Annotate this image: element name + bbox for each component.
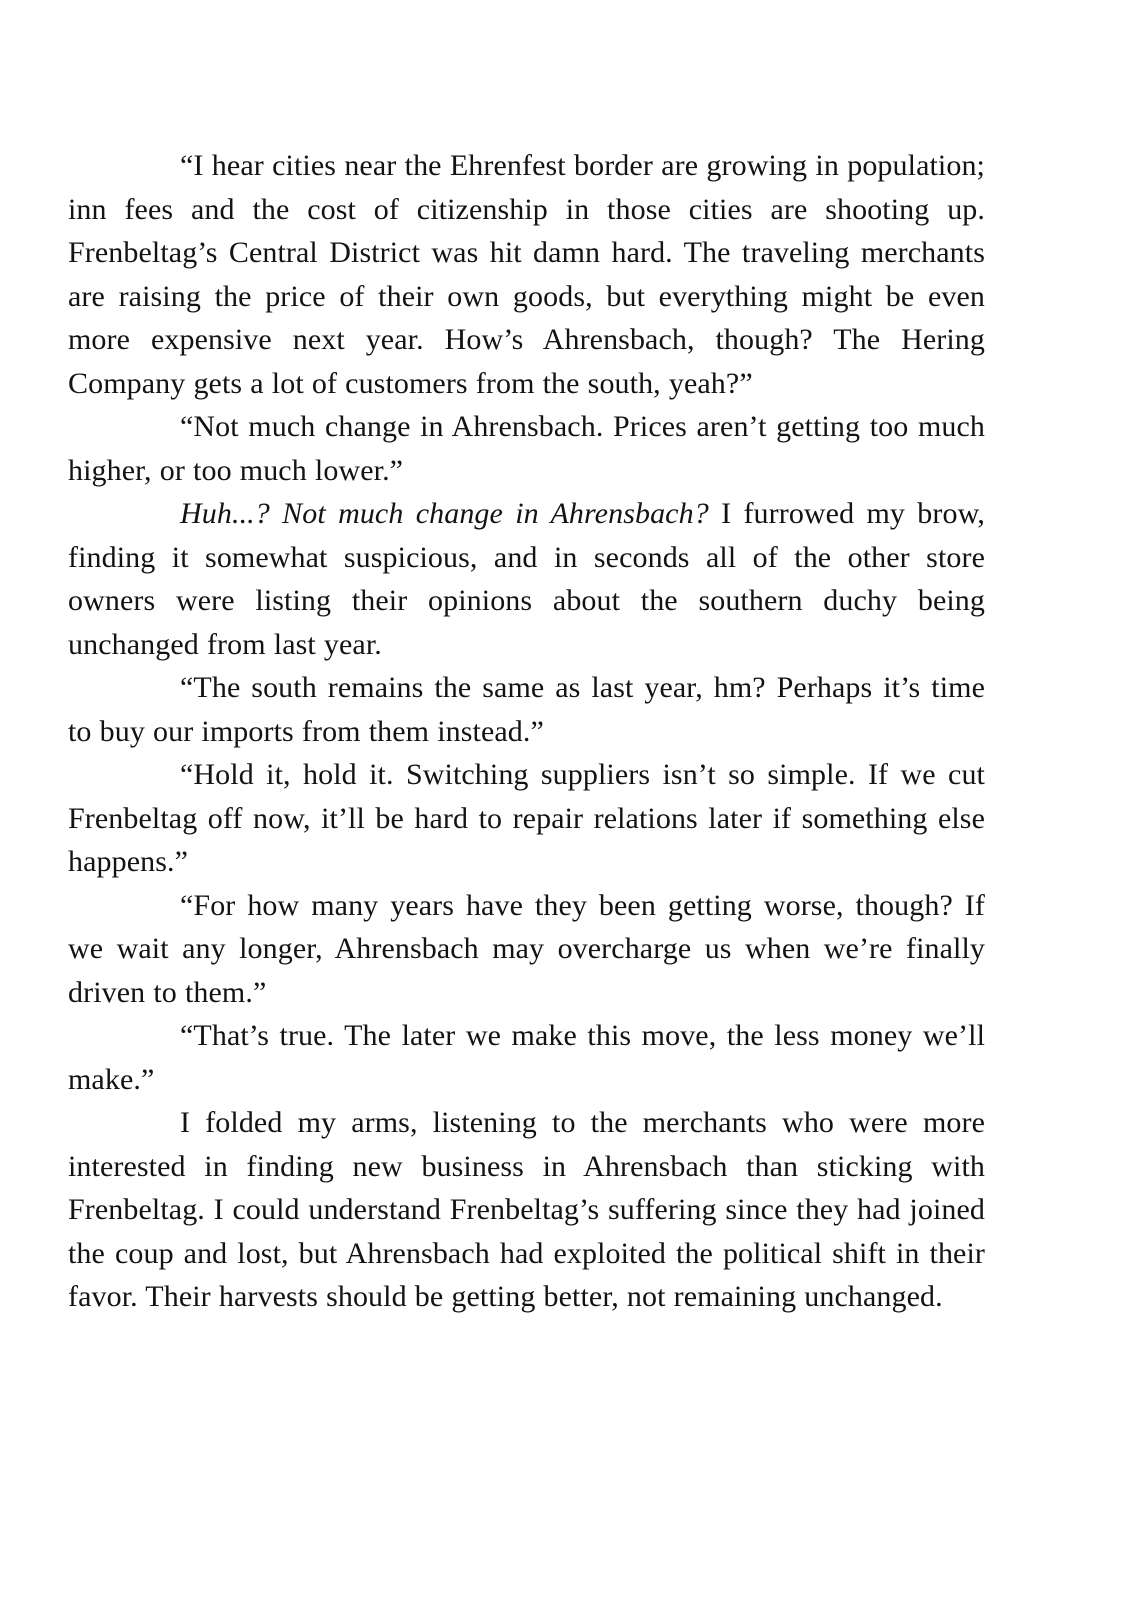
inner-thought-italic: Huh...? Not much change in Ahrensbach? — [180, 497, 709, 530]
dialogue-paragraph-2: “Not much change in Ahrensbach. Prices aren’t getting too much higher, or too much lower.” — [68, 410, 985, 487]
narration-paragraph-with-thought — [68, 492, 985, 666]
dialogue-paragraph-1: “I hear cities near the Ehrenfest border are growing in population; inn fees and the cost of citizenship in those cities are shooting up. Frenbeltag’s Central District was hit damn hard. The traveling merchants are raising the price of their own goods, but everything might be even more expensive next year. How’s Ahrensbach, though? The Hering Company gets a lot of customers from the south, yeah?” — [68, 149, 985, 400]
narration-paragraph-closing: I folded my arms, listening to the merchants who were more interested in finding new business in Ahrensbach than sticking with Frenbeltag. I could understand Frenbeltag’s suffering since they had joined the coup and lost, but Ahrensbach had exploited the political shift in their favor. Their harvests should be getting better, not remaining unchanged. — [68, 1106, 985, 1313]
dialogue-paragraph-5: “For how many years have they been getting worse, though? If we wait any longer, Ahrensbach may overcharge us when we’re finally driven to them.” — [68, 888, 985, 1009]
dialogue-paragraph-4: “Hold it, hold it. Switching suppliers isn’t so simple. If we cut Frenbeltag off now, it’ll be hard to repair relations later if something else happens.” — [68, 758, 985, 878]
dialogue-paragraph-6: “That’s true. The later we make this move, the less money we’ll make.” — [68, 1019, 985, 1096]
dialogue-paragraph-3: “The south remains the same as last year, hm? Perhaps it’s time to buy our imports from them instead.” — [68, 671, 985, 748]
narration-text: I furrowed my brow, finding it somewhat suspicious, and in seconds all of the other store owners were listing their opinions about the southern duchy being unchanged from last year. — [68, 497, 985, 661]
